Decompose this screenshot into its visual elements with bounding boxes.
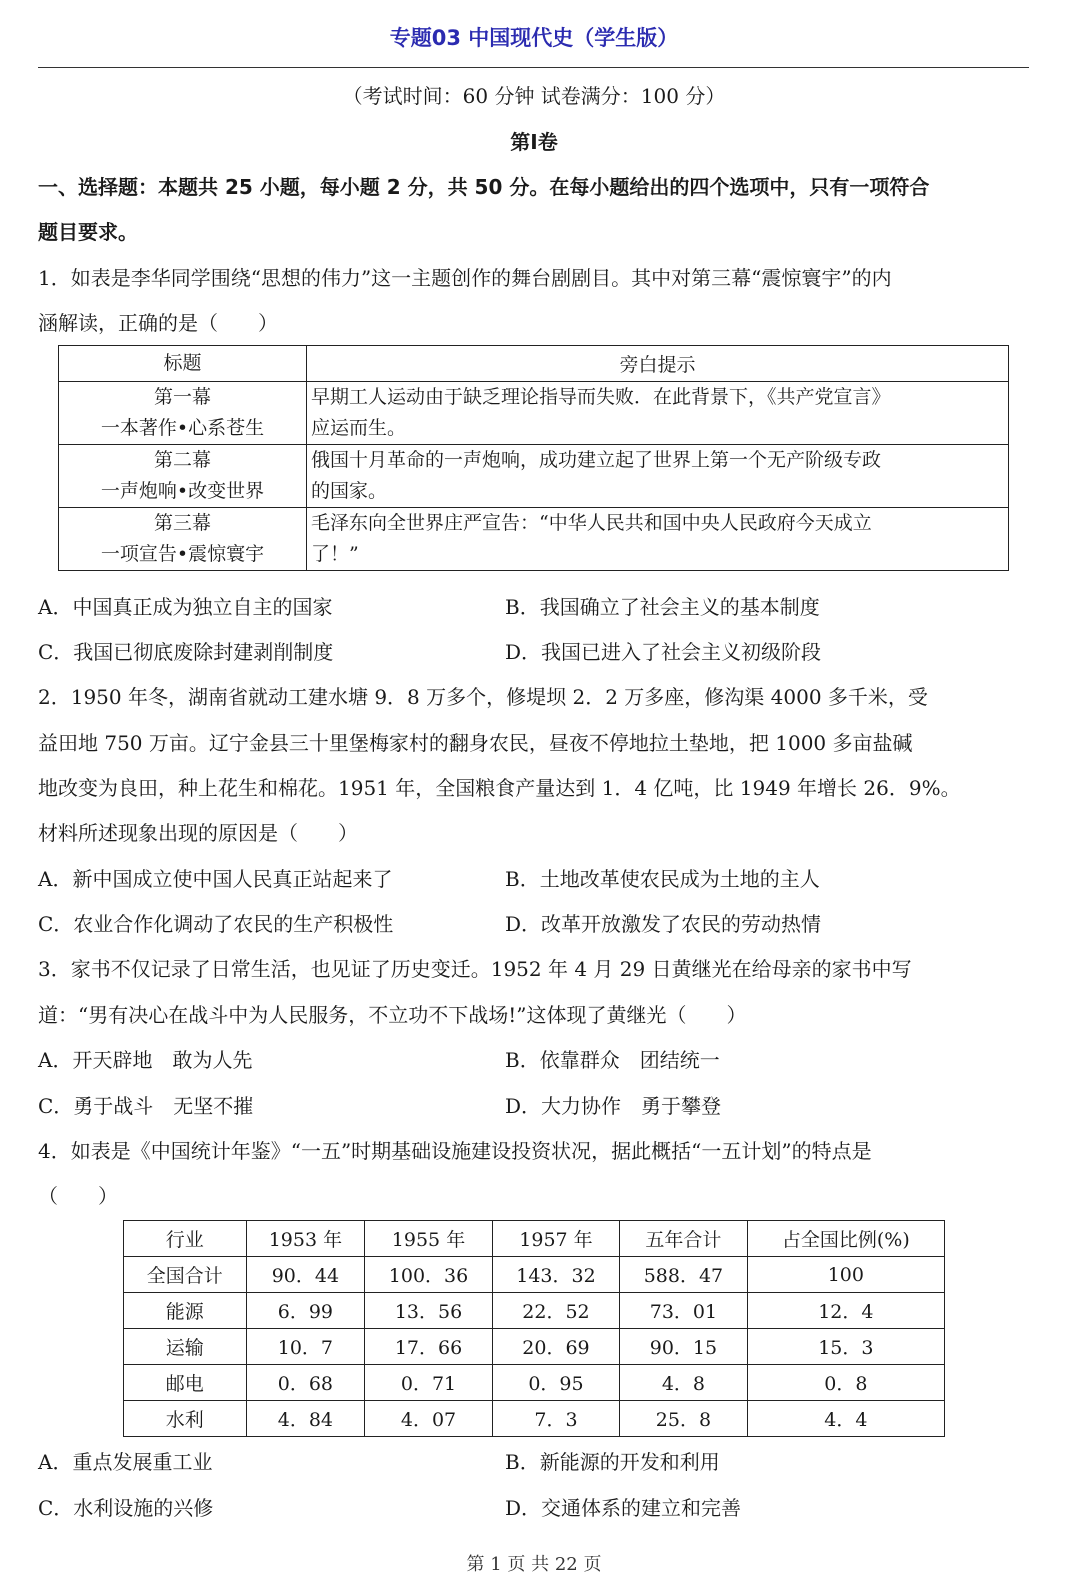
q4-option-c: C．水利设施的兴修 xyxy=(38,1496,214,1520)
q2-option-d: D．改革开放激发了农民的劳动热情 xyxy=(505,912,822,936)
act-number: 第三幕 xyxy=(153,512,211,534)
narration-line: 毛泽东向全世界庄严宣告：“中华人民共和国中央人民政府今天成立 xyxy=(311,512,872,534)
table-header-cell: 1955 年 xyxy=(365,1221,492,1257)
q1-option-a: A．中国真正成为独立自主的国家 xyxy=(38,595,333,619)
table-cell: 90．15 xyxy=(620,1329,747,1365)
table-cell: 12．4 xyxy=(747,1293,944,1329)
table-cell: 能源 xyxy=(124,1293,247,1329)
q2-option-b: B．土地改革使农民成为土地的主人 xyxy=(505,867,820,891)
table-cell: 100 xyxy=(747,1257,944,1293)
table-row xyxy=(124,1257,945,1293)
table-cell: 10．7 xyxy=(246,1329,365,1365)
page-number: 第 1 页 共 22 页 xyxy=(466,1554,602,1575)
table-cell: 100．36 xyxy=(365,1257,492,1293)
table-cell: 0．8 xyxy=(747,1365,944,1401)
volume-heading: 第I卷 xyxy=(510,130,558,154)
title-divider xyxy=(38,67,1029,68)
q1-option-b: B．我国确立了社会主义的基本制度 xyxy=(505,595,820,619)
q2-stem-line2: 益田地 750 万亩。辽宁金县三十里堡梅家村的翻身农民，昼夜不停地拉土垫地，把 1000 多亩盐碱 xyxy=(38,731,913,755)
q3-stem-line1: 3．家书不仅记录了日常生活，也见证了历史变迁。1952 年 4 月 29 日黄继光在给母亲的家书中写 xyxy=(38,957,912,981)
table-cell: 0．95 xyxy=(492,1365,619,1401)
q4-stem-line2: （ ） xyxy=(38,1184,118,1208)
table-row xyxy=(59,382,1009,445)
q1-option-d: D．我国已进入了社会主义初级阶段 xyxy=(505,640,822,664)
q2-stem-line4: 材料所述现象出现的原因是（ ） xyxy=(38,821,358,845)
q4-stem-line1: 4．如表是《中国统计年鉴》“一五”时期基础设施建设投资状况，据此概括“一五计划”的特点是 xyxy=(38,1139,872,1163)
exam-info: （考试时间：60 分钟 试卷满分：100 分） xyxy=(342,84,726,108)
table-cell: 20．69 xyxy=(492,1329,619,1365)
narration-line: 俄国十月革命的一声炮响，成功建立起了世界上第一个无产阶级专政 xyxy=(311,449,882,471)
act-number: 第二幕 xyxy=(153,449,211,471)
table-header-cell: 标题 xyxy=(59,346,307,382)
table-cell: 25．8 xyxy=(620,1401,747,1437)
table-cell-title xyxy=(59,445,307,508)
table-header-cell: 占全国比例(%) xyxy=(747,1221,944,1257)
q2-stem-line3: 地改变为良田，种上花生和棉花。1951 年，全国粮食产量达到 1．4 亿吨，比 1949 年增长 26．9%。 xyxy=(38,776,961,800)
narration-line: 的国家。 xyxy=(311,480,388,502)
table-row xyxy=(124,1293,945,1329)
table-header-cell: 1953 年 xyxy=(246,1221,365,1257)
q3-option-d: D．大力协作 勇于攀登 xyxy=(505,1094,722,1118)
table-cell: 0．68 xyxy=(246,1365,365,1401)
table-cell: 90．44 xyxy=(246,1257,365,1293)
narration-line: 早期工人运动由于缺乏理论指导而失败．在此背景下，《共产党宣言》 xyxy=(311,386,891,408)
q1-stem-line1: 1．如表是李华同学围绕“思想的伟力”这一主题创作的舞台剧剧目。其中对第三幕“震惊寰宇”的内 xyxy=(38,266,892,290)
act-number: 第一幕 xyxy=(153,386,211,408)
table-cell: 15．3 xyxy=(747,1329,944,1365)
q3-option-c: C．勇于战斗 无坚不摧 xyxy=(38,1094,254,1118)
table-header-cell: 行业 xyxy=(124,1221,247,1257)
table-cell: 588．47 xyxy=(620,1257,747,1293)
table-header-cell: 1957 年 xyxy=(492,1221,619,1257)
table-header-cell: 五年合计 xyxy=(620,1221,747,1257)
q2-stem-line1: 2．1950 年冬，湖南省就动工建水塘 9．8 万多个，修堤坝 2．2 万多座，修沟渠 4000 多千米，受 xyxy=(38,685,928,709)
act-name: 一声炮响•改变世界 xyxy=(100,480,265,502)
act-name: 一本著作•心系苍生 xyxy=(100,417,265,439)
section-heading-line1: 一、选择题：本题共 25 小题，每小题 2 分，共 50 分。在每小题给出的四个选项中，只有一项符合 xyxy=(38,175,930,199)
q3-option-a: A．开天辟地 敢为人先 xyxy=(38,1048,253,1072)
table-cell: 4．4 xyxy=(747,1401,944,1437)
table-cell: 水利 xyxy=(124,1401,247,1437)
table-cell: 0．71 xyxy=(365,1365,492,1401)
table-cell: 运输 xyxy=(124,1329,247,1365)
q4-option-a: A．重点发展重工业 xyxy=(38,1450,213,1474)
table-cell-narration xyxy=(307,445,1009,508)
table-cell: 73．01 xyxy=(620,1293,747,1329)
narration-line: 了！” xyxy=(311,543,359,565)
q2-option-a: A．新中国成立使中国人民真正站起来了 xyxy=(38,867,393,891)
q4-option-b: B．新能源的开发和利用 xyxy=(505,1450,720,1474)
table-header-row xyxy=(124,1221,945,1257)
table-cell: 4．84 xyxy=(246,1401,365,1437)
q4-investment-table xyxy=(123,1220,945,1437)
table-cell: 22．52 xyxy=(492,1293,619,1329)
table-row xyxy=(124,1329,945,1365)
table-row xyxy=(59,508,1009,571)
table-cell: 17．66 xyxy=(365,1329,492,1365)
table-cell: 143．32 xyxy=(492,1257,619,1293)
table-header-cell: 旁白提示 xyxy=(307,346,1009,382)
narration-line: 应运而生。 xyxy=(311,417,407,439)
table-header-row xyxy=(59,346,1009,382)
table-row xyxy=(124,1365,945,1401)
q1-stem-line2: 涵解读，正确的是（ ） xyxy=(38,311,278,335)
table-cell-narration xyxy=(307,508,1009,571)
page-title: 专题03 中国现代史（学生版） xyxy=(389,26,679,50)
q2-option-c: C．农业合作化调动了农民的生产积极性 xyxy=(38,912,394,936)
q1-table xyxy=(58,345,1009,571)
table-cell-title xyxy=(59,382,307,445)
table-row xyxy=(124,1401,945,1437)
table-cell: 6．99 xyxy=(246,1293,365,1329)
q3-option-b: B．依靠群众 团结统一 xyxy=(505,1048,720,1072)
table-cell: 4．8 xyxy=(620,1365,747,1401)
table-cell: 邮电 xyxy=(124,1365,247,1401)
q4-option-d: D．交通体系的建立和完善 xyxy=(505,1496,742,1520)
table-cell-title xyxy=(59,508,307,571)
q3-stem-line2: 道：“男有决心在战斗中为人民服务，不立功不下战场!”这体现了黄继光（ ） xyxy=(38,1003,747,1027)
q1-option-c: C．我国已彻底废除封建剥削制度 xyxy=(38,640,334,664)
table-cell-narration xyxy=(307,382,1009,445)
table-cell: 7．3 xyxy=(492,1401,619,1437)
table-cell: 4．07 xyxy=(365,1401,492,1437)
table-cell: 13．56 xyxy=(365,1293,492,1329)
table-row xyxy=(59,445,1009,508)
section-heading-line2: 题目要求。 xyxy=(38,220,138,244)
table-cell: 全国合计 xyxy=(124,1257,247,1293)
act-name: 一项宣告•震惊寰宇 xyxy=(100,543,265,565)
